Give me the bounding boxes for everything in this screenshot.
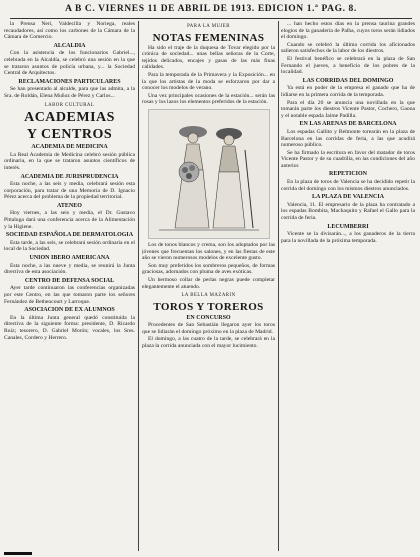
section-heading: EN LAS ARENAS DE BARCELONA <box>299 121 397 128</box>
section-heading: CENTRO DE DEFENSA SOCIAL <box>24 277 115 284</box>
section-heading: LA PLAZA DE VALENCIA <box>312 194 384 201</box>
section-heading: ACADEMIA DE JURISPRUDENCIA <box>20 173 119 180</box>
paragraph: la Prensa Neri, Valdecilla y Noriega, reales recaudadores, así como los carbones de la Cámara de la Cámara de Comercio. <box>4 21 135 41</box>
paragraph: Cuando se celebró la última corrida los aficionados salieron satisfechos de la labor de los diestros. <box>281 41 415 55</box>
section-heading: ATENEO <box>57 202 82 209</box>
paragraph: Para el día 20 se anuncia una novillada en la que tomarán parte los diestros Vicente Pastor, Cochero, Gaona y el notable espada Jaime Padilla. <box>281 99 415 119</box>
section-heading: SOCIEDAD ESPAÑOLA DE DERMATOLOGIA <box>5 232 134 239</box>
paragraph: Los de tonos blancos y crema, son los adoptados por las jóvenes que frecuentan los salones, y en las fiestas de este año se vieron numerosos modelos de excelente gusto. <box>142 241 275 262</box>
headline-notas-femeninas: NOTAS FEMENINAS <box>152 31 265 44</box>
section-heading: UNION IBERO AMERICANA <box>29 255 110 262</box>
paragraph: En la plaza de toros de Valencia se ha decidido repetir la corrida del domingo con los mismos diestros anunciados. <box>281 179 415 192</box>
paragraph: Se ha firmado la escritura en favor del matador de toros Vicente Pastor y de su cuadrilla, en las condiciones del año anterior. <box>281 149 415 169</box>
section-heading: LECUMBERRI <box>327 223 369 230</box>
column-center <box>142 21 275 551</box>
column-rule <box>278 21 279 551</box>
paragraph: ... han hecho estos días en la prensa taurina grandes elogios de la ganadería de Palha, cuyos toros serán lidiados el domingo. <box>281 21 415 41</box>
page-header: A B C. VIERNES 11 DE ABRIL DE 1913. EDICION 1.ª PAG. 8. <box>10 4 412 19</box>
section-kicker: PARA LA MUJER <box>187 24 230 29</box>
section-heading: ACADEMIA DE MEDICINA <box>31 144 108 151</box>
two-women-figure-icon <box>149 110 269 238</box>
section-heading: EN CONCURSO <box>186 314 231 321</box>
article-signature: LA BELLA MAZARIN <box>181 293 236 299</box>
paragraph: Son muy preferidos los sombreros pequeños, de formas graciosas, adornados con pluma de aves exóticas. <box>142 262 275 276</box>
paragraph: Esta noche, a las seis y media, celebrará sesión esta corporación, para tratar de una Memoria de D. Ignacio Pérez acerca del problema de la propiedad territorial. <box>4 181 135 201</box>
footer-bar <box>4 552 32 555</box>
section-heading: ASOCIACION DE EX ALUMNOS <box>24 307 115 314</box>
paragraph: El domingo, a las cuatro de la tarde, se celebrará en la plaza la corrida anunciada con el mayor lucimiento. <box>142 336 275 350</box>
section-heading: REPETICION <box>328 171 367 178</box>
paragraph: Ha sido el traje de la duquesa de Tovar elegido por la crónica de sociedad... unas bellas señoras de la Corte, tejidos delicados, encajes y gasas de las más finas calidades. <box>142 44 275 71</box>
paragraph: Esta tarde, a las seis, se celebrará sesión ordinaria en el local de la Sociedad. <box>4 239 135 253</box>
headline-toros: TOROS Y TOREROS <box>153 300 264 313</box>
paragraph: Hoy viernes, a las seis y media, el Dr. Gustavo Pittaluga dará una conferencia acerca de la Alimentación y la Higiene. <box>4 210 135 230</box>
paragraph: Se han presentado al alcalde, para que las admita, a la Sra. de Roldán, Elena Muñoz de Pérez y Carlos... <box>4 86 135 99</box>
paragraph: Vicente se la divisarán..., a los ganaderos de la tierra para la novillada de la próxima temporada. <box>281 231 415 244</box>
paragraph: En la última Junta general quedó constituida la directiva de la siguiente forma: presidente, D. Ricardo Ruiz; tesorero, D. Gabriel Morón; vocales, los Sres. Canales, Cordero y Herrero. <box>4 314 135 341</box>
column-right <box>281 21 415 551</box>
fashion-illustration <box>148 109 270 239</box>
paragraph: Los espadas Gallito y Belmonte torearán en la plaza de Barcelona en las corridas de feria, a las que acudirá numeroso público. <box>281 128 415 149</box>
headline-centros: Y CENTROS <box>26 127 113 143</box>
labor-label: LABOR CULTURAL <box>44 102 95 108</box>
paragraph: El festival benéfico se celebrará en la plaza de San Fernando el jueves, a beneficio de los pobres de la localidad. <box>281 55 415 76</box>
section-heading: RECLAMACIONES PARTICULARES <box>18 78 121 85</box>
headline-academias: ACADEMIAS <box>24 110 115 126</box>
paragraph: La Real Academia de Medicina celebró sesión pública ordinaria, en la que se trataron asuntos científicos de interés. <box>4 151 135 171</box>
paragraph: Una vez principales ocasiones de la estación... serán las rosas y los lazos los elementos preferidos de la estación. <box>142 92 275 106</box>
paragraph: Para la temporada de la Primavera y la Exposición... en la que los artistas de la moda se esforzaron por dar a conocer los modelos de verano. <box>142 71 275 92</box>
section-heading: ALCALDIA <box>53 42 86 49</box>
paragraph: Un hermoso collar de perlas negras puede completar elegantemente el atuendo. <box>142 276 275 290</box>
paragraph: Con la asistencia de los funcionarios Gabriel..., celebrada en la Alcaldía, se celebró una sesión en la que se trataron asuntos de policía urbana, y... la Sociedad Central de Arquitectos. <box>4 50 135 77</box>
paragraph: Valencia, 11. El empresario de la plaza ha contratado a los espadas Bombita, Machaquito y Rafael el Gallo para la corrida de feria. <box>281 201 415 222</box>
paragraph: Esta noche, a las nueve y media, se reunirá la Junta directiva de esta asociación. <box>4 262 135 276</box>
section-heading: LAS CORRIDAS DEL DOMINGO <box>302 77 394 84</box>
paragraph: Procedentes de San Sebastián llegaron ayer los toros que se lidiarán el domingo próximo en la plaza de Madrid. <box>142 322 275 335</box>
paragraph: Ya está en poder de la empresa el ganado que ha de lidiarse en la primera corrida de la temporada. <box>281 85 415 98</box>
column-rule <box>138 21 139 551</box>
paragraph: Ayer tarde continuaron las conferencias organizadas por este Centro, en las que tomaron parte los señores Fernández de Bethencourt y Larroque. <box>4 285 135 305</box>
column-left <box>4 21 135 551</box>
